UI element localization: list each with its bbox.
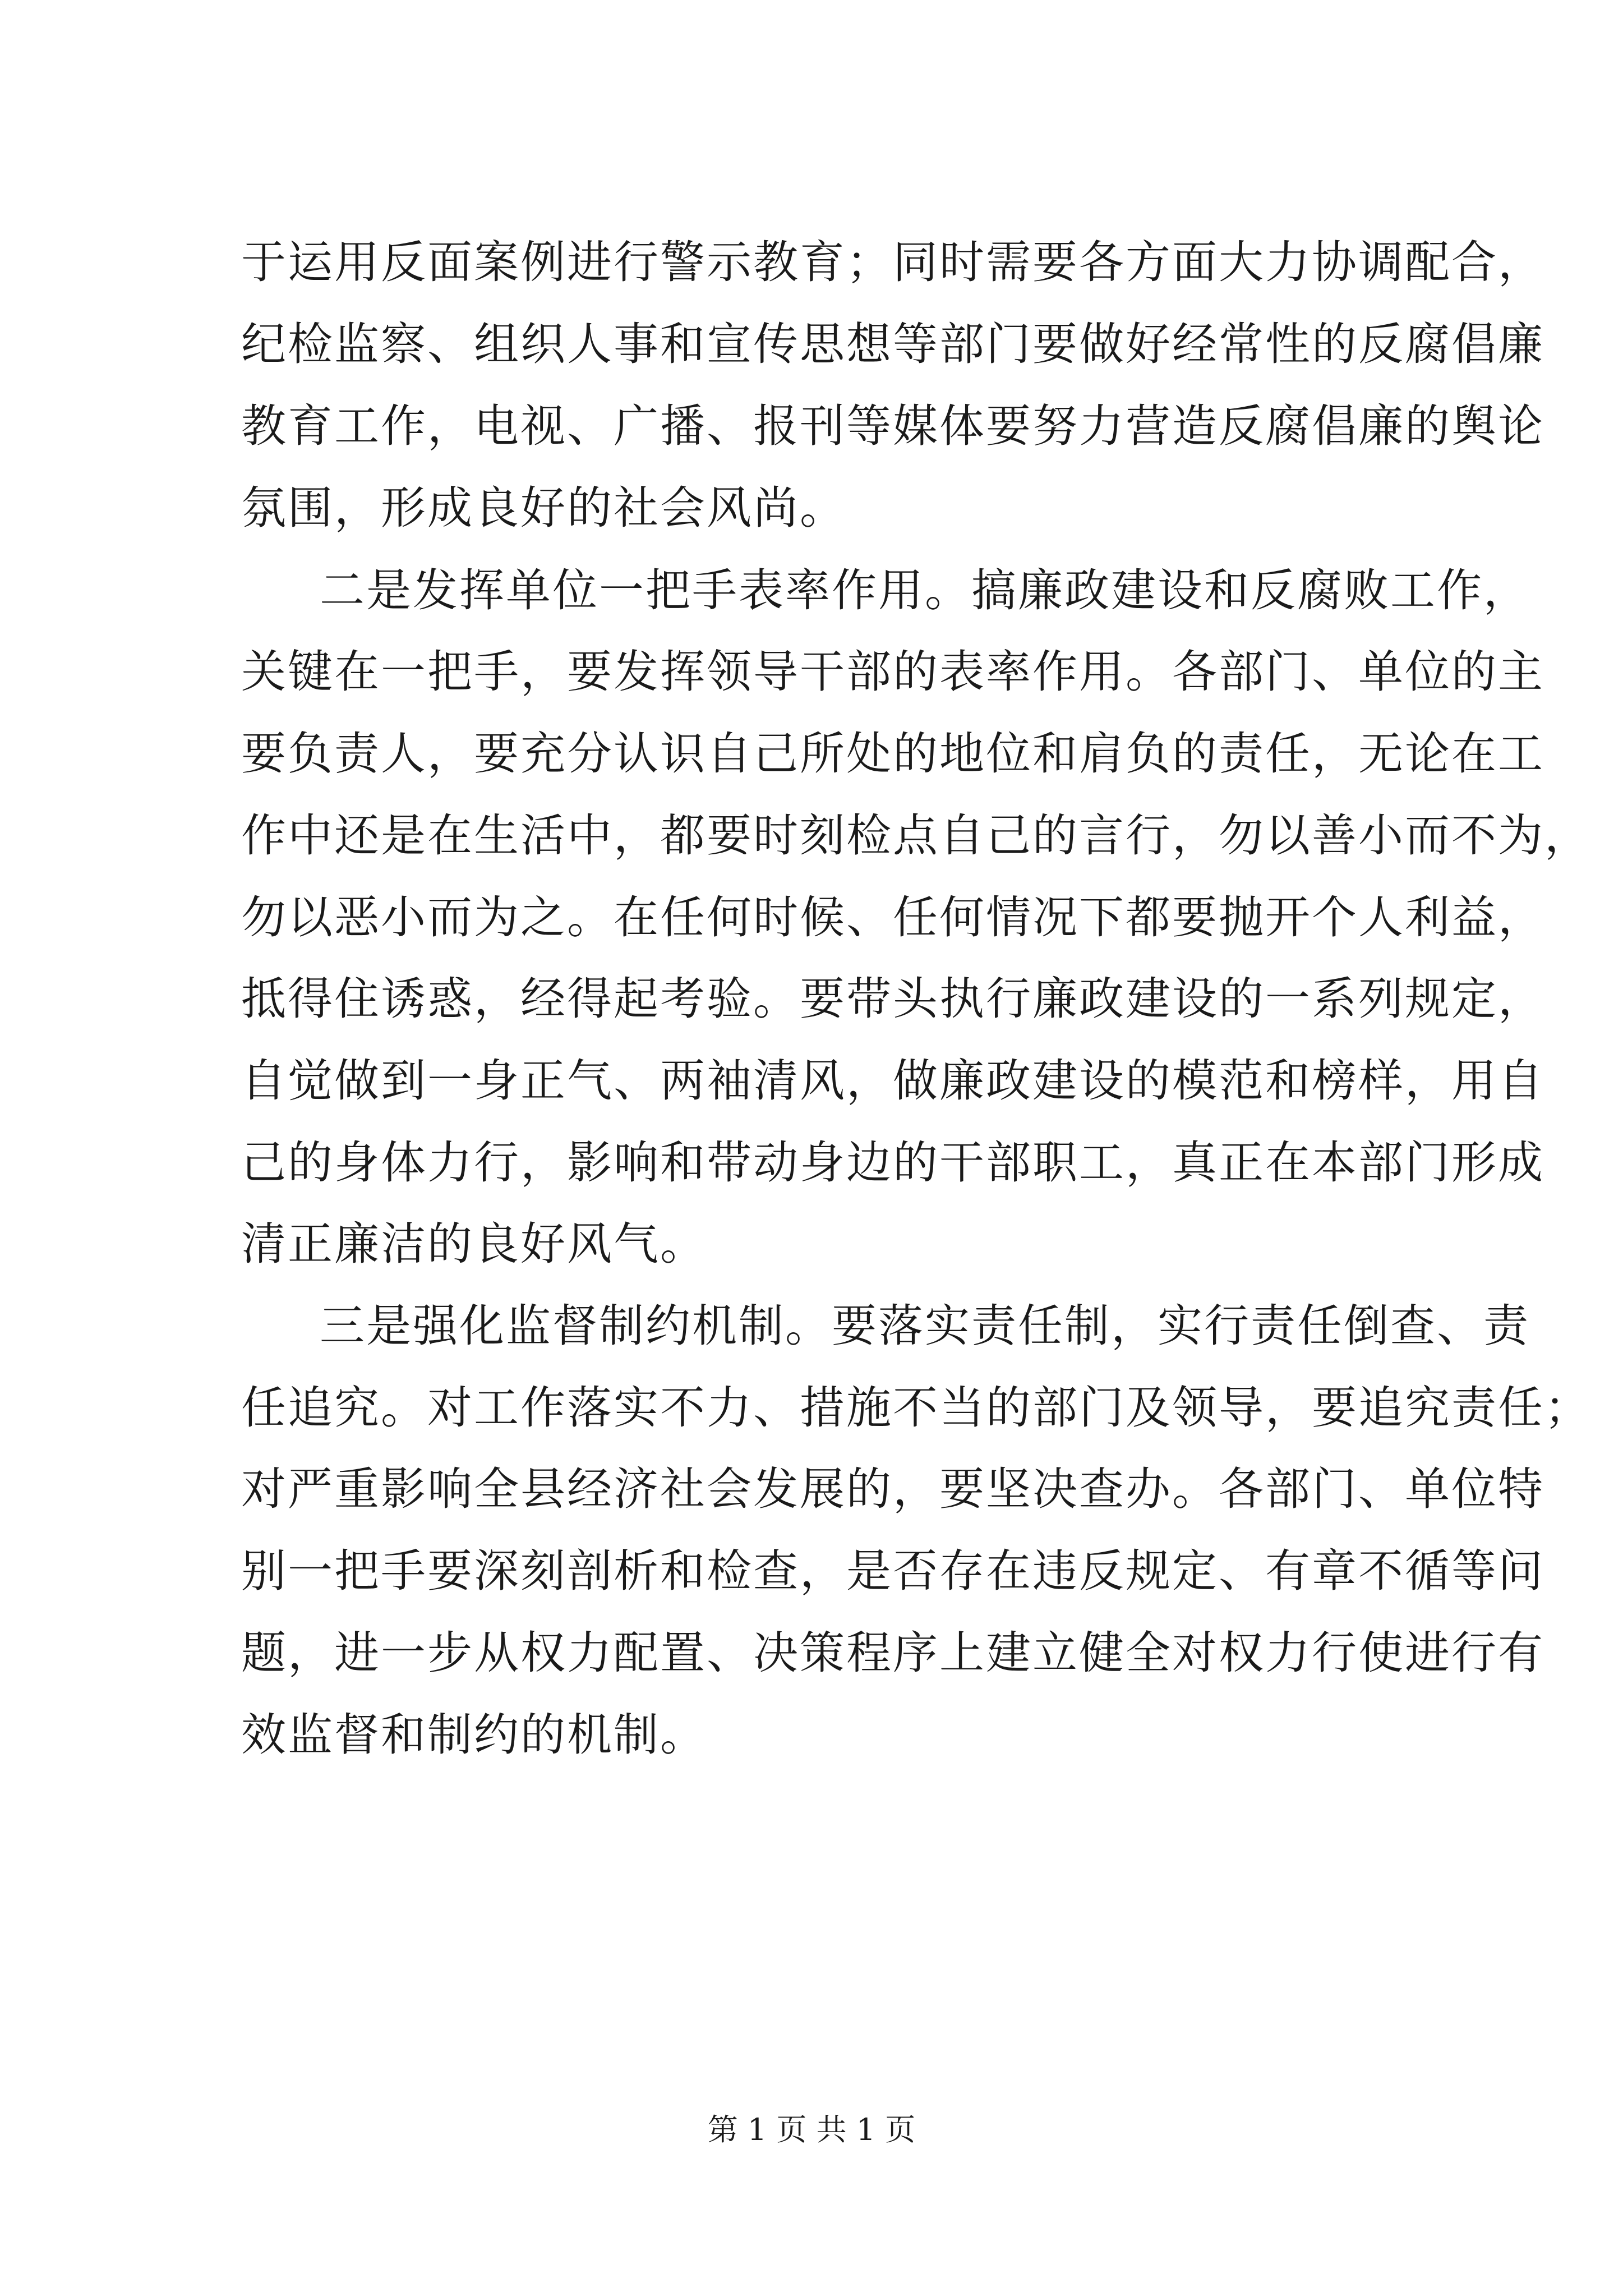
paragraph-2-line-7: 自觉做到一身正气、两袖清风，做廉政建设的模范和榜样，用自	[241, 1055, 1544, 1107]
paragraph-2-line-4: 作中还是在生活中，都要时刻检点自己的言行，勿以善小而不为，	[241, 809, 1591, 862]
paragraph-2-line-2: 关键在一把手，要发挥领导干部的表率作用。各部门、单位的主	[241, 646, 1544, 698]
paragraph-3-line-6: 效监督和制约的机制。	[241, 1709, 707, 1761]
paragraph-3-line-2: 任追究。对工作落实不力、措施不当的部门及领导，要追究责任；	[241, 1382, 1591, 1434]
paragraph-3-line-1: 三是强化监督制约机制。要落实责任制，实行责任倒查、责	[320, 1300, 1530, 1352]
paragraph-3-line-4: 别一把手要深刻剖析和检查，是否存在违反规定、有章不循等问	[241, 1545, 1544, 1597]
paragraph-3-line-3: 对严重影响全县经济社会发展的，要坚决查办。各部门、单位特	[241, 1463, 1544, 1515]
page-number-footer: 第 1 页 共 1 页	[707, 2112, 916, 2147]
paragraph-2-line-8: 己的身体力行，影响和带动身边的干部职工，真正在本部门形成	[241, 1137, 1544, 1189]
paragraph-2-line-1: 二是发挥单位一把手表率作用。搞廉政建设和反腐败工作，	[320, 564, 1530, 616]
paragraph-2-line-6: 抵得住诱惑，经得起考验。要带头执行廉政建设的一系列规定，	[241, 973, 1544, 1025]
paragraph-3-line-5: 题，进一步从权力配置、决策程序上建立健全对权力行使进行有	[241, 1627, 1544, 1679]
paragraph-2-line-9: 清正廉洁的良好风气。	[241, 1218, 707, 1270]
paragraph-1-line-4: 氛围，形成良好的社会风尚。	[241, 482, 846, 534]
paragraph-2-line-5: 勿以恶小而为之。在任何时候、任何情况下都要抛开个人利益，	[241, 891, 1544, 944]
paragraph-1-line-2: 纪检监察、组织人事和宣传思想等部门要做好经常性的反腐倡廉	[241, 318, 1544, 370]
paragraph-1-line-1: 于运用反面案例进行警示教育；同时需要各方面大力协调配合，	[241, 236, 1544, 288]
paragraph-2-line-3: 要负责人，要充分认识自己所处的地位和肩负的责任，无论在工	[241, 728, 1544, 780]
paragraph-1-line-3: 教育工作，电视、广播、报刊等媒体要努力营造反腐倡廉的舆论	[241, 400, 1544, 452]
